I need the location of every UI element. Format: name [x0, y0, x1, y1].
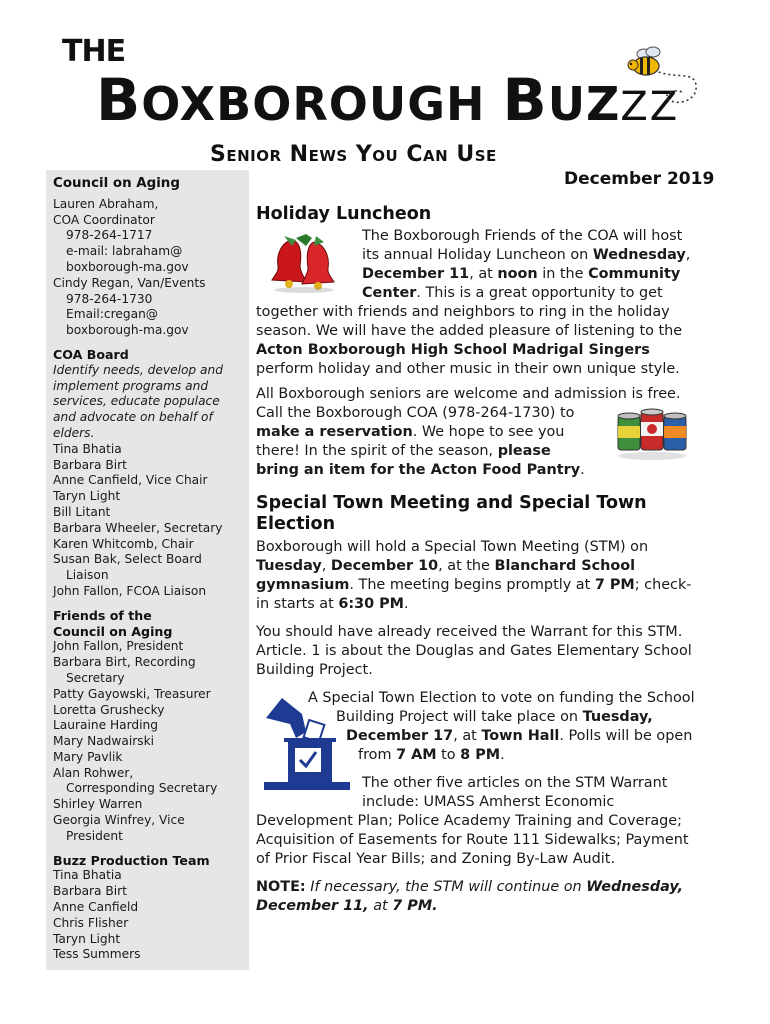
friends-heading: Friends of the: [53, 607, 152, 623]
note-text-part: at: [368, 898, 393, 914]
note-time: 7 PM.: [392, 898, 438, 914]
board-member: Susan Bak, Select Board: [53, 552, 202, 567]
luncheon-heading: Holiday Luncheon: [256, 204, 432, 224]
luncheon-text-part: there! In the spirit of the season,: [256, 443, 498, 459]
luncheon-time: noon: [497, 266, 538, 282]
luncheon-text: season. We will have the added pleasure of listening to the: [256, 323, 683, 339]
food-cans-icon: [612, 404, 692, 462]
meeting-place: Blanchard School: [494, 558, 636, 574]
board-mission-line: Identify needs, develop and: [53, 362, 223, 377]
meeting-text-part: , at the: [438, 558, 495, 574]
meeting-time: 7 PM: [594, 577, 635, 593]
luncheon-text: [256, 461, 585, 480]
election-text-part: to: [436, 747, 461, 763]
meeting-text-part: ; check-: [634, 577, 692, 593]
luncheon-place: Community: [588, 266, 681, 282]
luncheon-text-part: . We hope to see you: [412, 424, 565, 440]
election-text: [336, 708, 653, 727]
buzz-member: Anne Canfield: [53, 900, 139, 915]
board-member: Taryn Light: [53, 489, 121, 504]
board-member: Barbara Wheeler, Secretary: [53, 520, 223, 535]
buzz-member: Tess Summers: [53, 947, 141, 962]
meeting-text-part: . The meeting begins promptly at: [349, 577, 595, 593]
luncheon-text: [256, 423, 564, 442]
luncheon-text: All Boxborough seniors are welcome and admission is free.: [256, 386, 681, 402]
newsletter-subtitle: Senior News You Can Use: [210, 142, 497, 167]
friends-member: Barbara Birt, Recording: [53, 655, 196, 670]
note-text: [256, 897, 438, 916]
buzz-member: Barbara Birt: [53, 884, 127, 899]
friends-member: Alan Rohwer,: [53, 765, 134, 780]
friends-member: Shirley Warren: [53, 797, 143, 812]
friends-member: Loretta Grushecky: [53, 702, 165, 717]
meeting-text-part: .: [404, 596, 409, 612]
meeting-text: Building Project.: [256, 662, 373, 678]
reservation-callout: make a reservation: [256, 424, 413, 440]
friends-member: President: [66, 828, 123, 843]
note-text-part: If necessary, the STM will continue on: [305, 879, 587, 895]
issue-date: December 2019: [564, 169, 715, 189]
board-member: Bill Litant: [53, 504, 111, 519]
friends-heading-cont: Council on Aging: [53, 623, 173, 639]
friends-member: Mary Nadwairski: [53, 734, 155, 749]
meeting-place-cont: gymnasium: [256, 577, 350, 593]
holiday-bells-icon: [262, 232, 348, 298]
friends-member: Mary Pavlik: [53, 749, 123, 764]
meeting-heading-cont: Election: [256, 514, 336, 534]
masthead-the: THE: [62, 34, 126, 69]
board-mission-line: elders.: [53, 425, 95, 440]
election-text: [346, 727, 692, 746]
title-part-uz: UZ: [547, 77, 621, 131]
luncheon-text: [362, 265, 680, 284]
board-member: Anne Canfield, Vice Chair: [53, 473, 208, 488]
luncheon-text: Call the Boxborough COA (978-264-1730) to: [256, 405, 575, 421]
note-day: Wednesday,: [586, 879, 684, 895]
coa-line: boxborough-ma.gov: [66, 323, 189, 338]
coa-line: e-mail: labraham@: [66, 244, 183, 259]
title-part-zz: ZZ: [620, 84, 680, 130]
title-letter-b: B: [96, 66, 142, 134]
polls-open-time: 7 AM: [396, 747, 437, 763]
meeting-text: [256, 557, 635, 576]
friends-member: Corresponding Secretary: [66, 781, 218, 796]
title-part-oxborough: OXBOROUGH: [141, 77, 503, 131]
title-letter-b2: B: [502, 66, 548, 134]
articles-text: Development Plan; Police Academy Training and Coverage;: [256, 813, 683, 829]
board-member: John Fallon, FCOA Liaison: [53, 583, 207, 598]
meeting-text: You should have already received the Warrant for this STM.: [256, 624, 683, 640]
meeting-text: [256, 595, 409, 614]
coa-line: boxborough-ma.gov: [66, 259, 189, 274]
friends-member: Lauraine Harding: [53, 718, 158, 733]
luncheon-date: December 11: [362, 266, 470, 282]
meeting-text-part: in starts at: [256, 596, 339, 612]
checkin-time: 6:30 PM: [338, 596, 404, 612]
food-pantry-callout: please: [497, 443, 551, 459]
election-day: Tuesday,: [582, 709, 653, 725]
luncheon-text: [362, 284, 663, 303]
election-text-part: . Polls will be open: [559, 728, 693, 744]
luncheon-text-part: ,: [685, 247, 691, 263]
luncheon-text: [362, 246, 690, 265]
coa-line: 978-264-1717: [66, 228, 153, 243]
coa-line: Lauren Abraham,: [53, 196, 159, 211]
meeting-date: December 10: [330, 558, 439, 574]
meeting-heading: Special Town Meeting and Special Town: [256, 493, 647, 513]
articles-text: The other five articles on the STM Warrant: [362, 775, 668, 791]
luncheon-text: [256, 442, 551, 461]
articles-text: include: UMASS Amherst Economic: [362, 794, 615, 810]
election-date: December 17: [346, 728, 454, 744]
meeting-text: [256, 576, 691, 595]
luncheon-text-part: in the: [537, 266, 589, 282]
friends-member: Secretary: [66, 670, 125, 685]
buzz-member: Taryn Light: [53, 931, 121, 946]
coa-line: Cindy Regan, Van/Events: [53, 275, 206, 290]
note-text: [256, 878, 683, 897]
meeting-text-part: ,: [321, 558, 331, 574]
election-text-part: , at: [453, 728, 482, 744]
board-mission-line: services, educate populace: [53, 394, 220, 409]
polls-close-time: 8 PM: [460, 747, 501, 763]
coa-line: 978-264-1730: [66, 291, 153, 306]
luncheon-place-cont: Center: [362, 285, 417, 301]
luncheon-text-part: .: [580, 462, 585, 478]
coa-heading: Council on Aging: [53, 176, 180, 191]
election-text-part: from: [358, 747, 397, 763]
luncheon-text-part: its annual Holiday Luncheon on: [362, 247, 593, 263]
luncheon-day: Wednesday: [592, 247, 686, 263]
board-member: Karen Whitcomb, Chair: [53, 536, 194, 551]
friends-member: Georgia Winfrey, Vice: [53, 813, 185, 828]
buzz-team-heading: Buzz Production Team: [53, 852, 210, 868]
board-mission-line: and advocate on behalf of: [53, 410, 213, 425]
board-mission-line: implement programs and: [53, 378, 209, 393]
note-label: NOTE:: [256, 879, 306, 895]
election-text: A Special Town Election to vote on funding the School: [308, 690, 695, 706]
board-member: Tina Bhatia: [53, 441, 122, 456]
articles-text: Acquisition of Easements for Route 111 Sidewalks; Payment: [256, 832, 689, 848]
luncheon-text-part: . This is a great opportunity to get: [416, 285, 663, 301]
board-member: Liaison: [66, 568, 109, 583]
buzz-member: Chris Flisher: [53, 915, 129, 930]
meeting-text: Boxborough will hold a Special Town Meeting (STM) on: [256, 539, 649, 555]
buzz-member: Tina Bhatia: [53, 868, 122, 883]
friends-member: John Fallon, President: [53, 639, 184, 654]
madrigal-singers: Acton Boxborough High School Madrigal Singers: [256, 342, 650, 358]
coa-line: Email:cregan@: [66, 307, 158, 322]
luncheon-text: together with friends and neighbors to ring in the holiday: [256, 304, 670, 320]
luncheon-text: The Boxborough Friends of the COA will host: [362, 228, 683, 244]
meeting-day: Tuesday: [256, 558, 322, 574]
luncheon-text: perform holiday and other music in their own unique style.: [256, 361, 680, 377]
election-text: [358, 746, 505, 765]
friends-member: Patty Gayowski, Treasurer: [53, 686, 211, 701]
election-text-part: Building Project will take place on: [336, 709, 583, 725]
articles-text: of Prior Fiscal Year Bills; and Zoning By-Law Audit.: [256, 851, 616, 867]
note-date: December 11,: [256, 898, 369, 914]
board-member: Barbara Birt: [53, 457, 127, 472]
meeting-text: Article. 1 is about the Douglas and Gates Elementary School: [256, 643, 692, 659]
election-text-part: .: [500, 747, 505, 763]
coa-line: COA Coordinator: [53, 212, 155, 227]
food-pantry-callout-cont: bring an item for the Acton Food Pantry: [256, 462, 581, 478]
election-place: Town Hall: [481, 728, 560, 744]
luncheon-text-part: , at: [469, 266, 498, 282]
coa-board-heading: COA Board: [53, 346, 129, 362]
